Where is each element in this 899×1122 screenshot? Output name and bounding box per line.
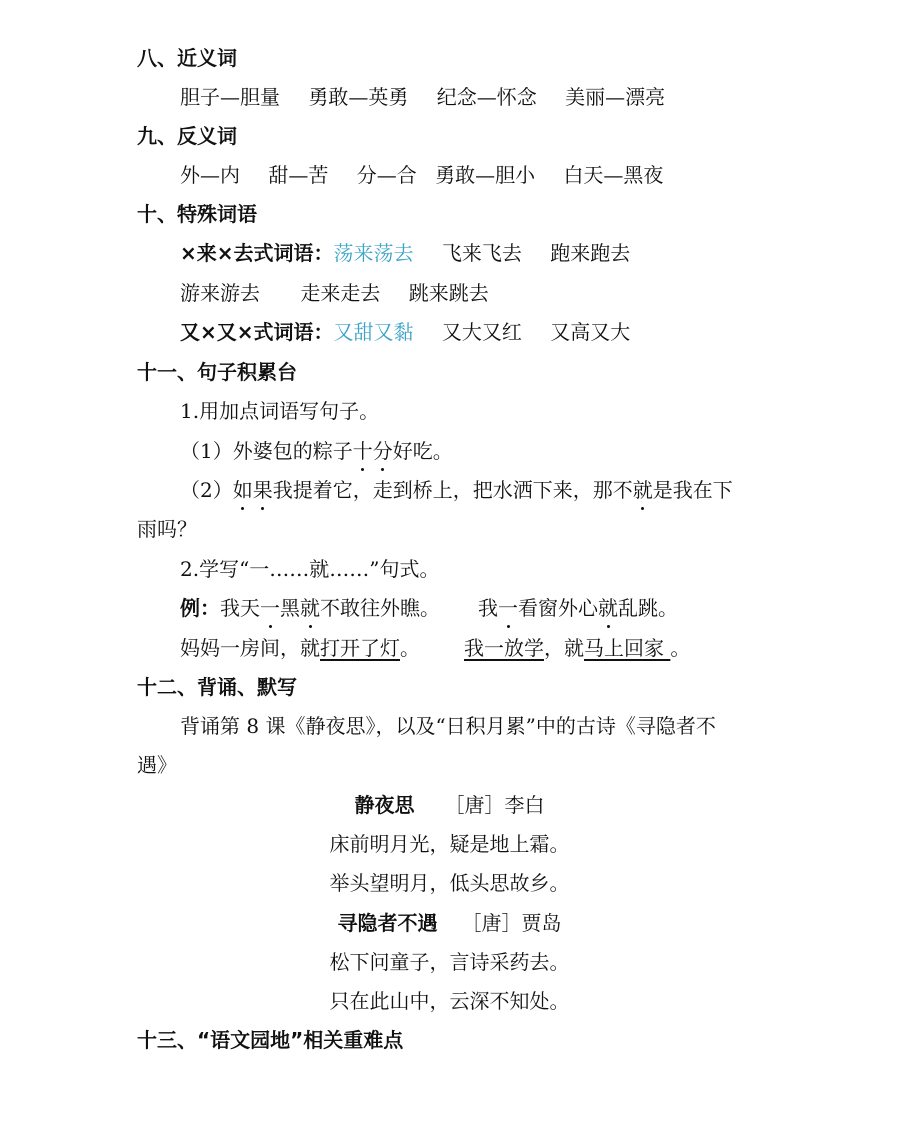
poem-author: ［唐］贾岛 (461, 911, 562, 935)
sentence-2: （2）如果我提着它，走到桥上，把水洒下来，那不就是我在下 (180, 478, 733, 502)
answer-blank: 我 (464, 636, 484, 660)
answer-line: 妈妈一房间，就打开了灯。 我一放学，就马上回家 。 (180, 636, 691, 660)
pattern-2-line (180, 318, 630, 346)
pattern-word: 走来走去 (300, 281, 381, 305)
example-label: 例： (180, 596, 220, 620)
antonym-pair: 勇敢—胆小 (435, 163, 536, 187)
pattern-word: 游来游去 (180, 281, 260, 305)
recite-intro: 背诵第 8 课《静夜思》，以及“日积月累”中的古诗《寻隐者不 (180, 714, 716, 738)
pattern-1-label: ×来×去式词语： (180, 241, 334, 265)
exercise-1-prompt: 1.用加点词语写句子。 (180, 399, 380, 423)
poem-author: ［唐］李白 (444, 793, 545, 817)
pattern-1-example: 荡来荡去 (333, 241, 414, 265)
pattern-2-example: 又甜又黏 (333, 320, 414, 344)
section-13-title: 十三、“语文园地”相关重难点 (137, 1028, 404, 1052)
section-12-title: 十二、背诵、默写 (137, 675, 297, 699)
pattern-2-label: 又×又×式词语： (180, 320, 334, 344)
poem-2-heading (0, 909, 899, 937)
pattern-1-line (180, 239, 630, 267)
poem-line: 举头望明月，低头思故乡。 (329, 871, 570, 895)
synonym-pair: 纪念—怀念 (436, 85, 537, 109)
poem-line: 床前明月光，疑是地上霜。 (329, 832, 570, 856)
section-8-title: 八、近义词 (137, 46, 237, 70)
section-10-title: 十、特殊词语 (137, 202, 257, 226)
poem-line: 松下问童子，言诗采药去。 (329, 950, 570, 974)
pattern-word: 跳来跳去 (408, 281, 489, 305)
poem-title: 寻隐者不遇 (337, 911, 438, 935)
answer-blank: 放学 (504, 636, 544, 660)
recite-intro-cont: 遇》 (137, 753, 177, 777)
example-line: 例：我天一黑就不敢往外瞧。 我一看窗外心就乱跳。 (180, 596, 678, 620)
pattern-1-cont (180, 279, 489, 307)
answer-blank: 打开了灯 (320, 636, 400, 660)
pattern-word: 飞来飞去 (441, 241, 522, 265)
antonym-pair: 白天—黑夜 (563, 163, 664, 187)
antonym-pair: 甜—苦 (268, 163, 329, 187)
answer-blank: 马上回家 (584, 636, 664, 660)
synonym-list (180, 83, 665, 111)
pattern-word: 跑来跑去 (550, 241, 631, 265)
sentence-1: （1）外婆包的粽子十分好吃。 (180, 439, 453, 463)
exercise-2-prompt: 2.学写“一……就……”句式。 (180, 557, 440, 581)
antonym-pair: 外—内 (180, 163, 240, 187)
pattern-word: 又高又大 (550, 320, 631, 344)
poem-title: 静夜思 (354, 793, 415, 817)
sentence-2-cont: 雨吗？ (137, 517, 197, 541)
synonym-pair: 勇敢—英勇 (308, 85, 409, 109)
poem-1-heading (0, 791, 899, 819)
poem-line: 只在此山中，云深不知处。 (329, 989, 570, 1013)
synonym-pair: 美丽—漂亮 (565, 85, 666, 109)
pattern-word: 又大又红 (441, 320, 522, 344)
section-9-title: 九、反义词 (137, 124, 237, 148)
section-11-title: 十一、句子积累台 (137, 360, 297, 384)
antonym-pair: 分—合 (356, 163, 417, 187)
synonym-pair: 胆子—胆量 (180, 85, 280, 109)
antonym-list (180, 161, 663, 189)
